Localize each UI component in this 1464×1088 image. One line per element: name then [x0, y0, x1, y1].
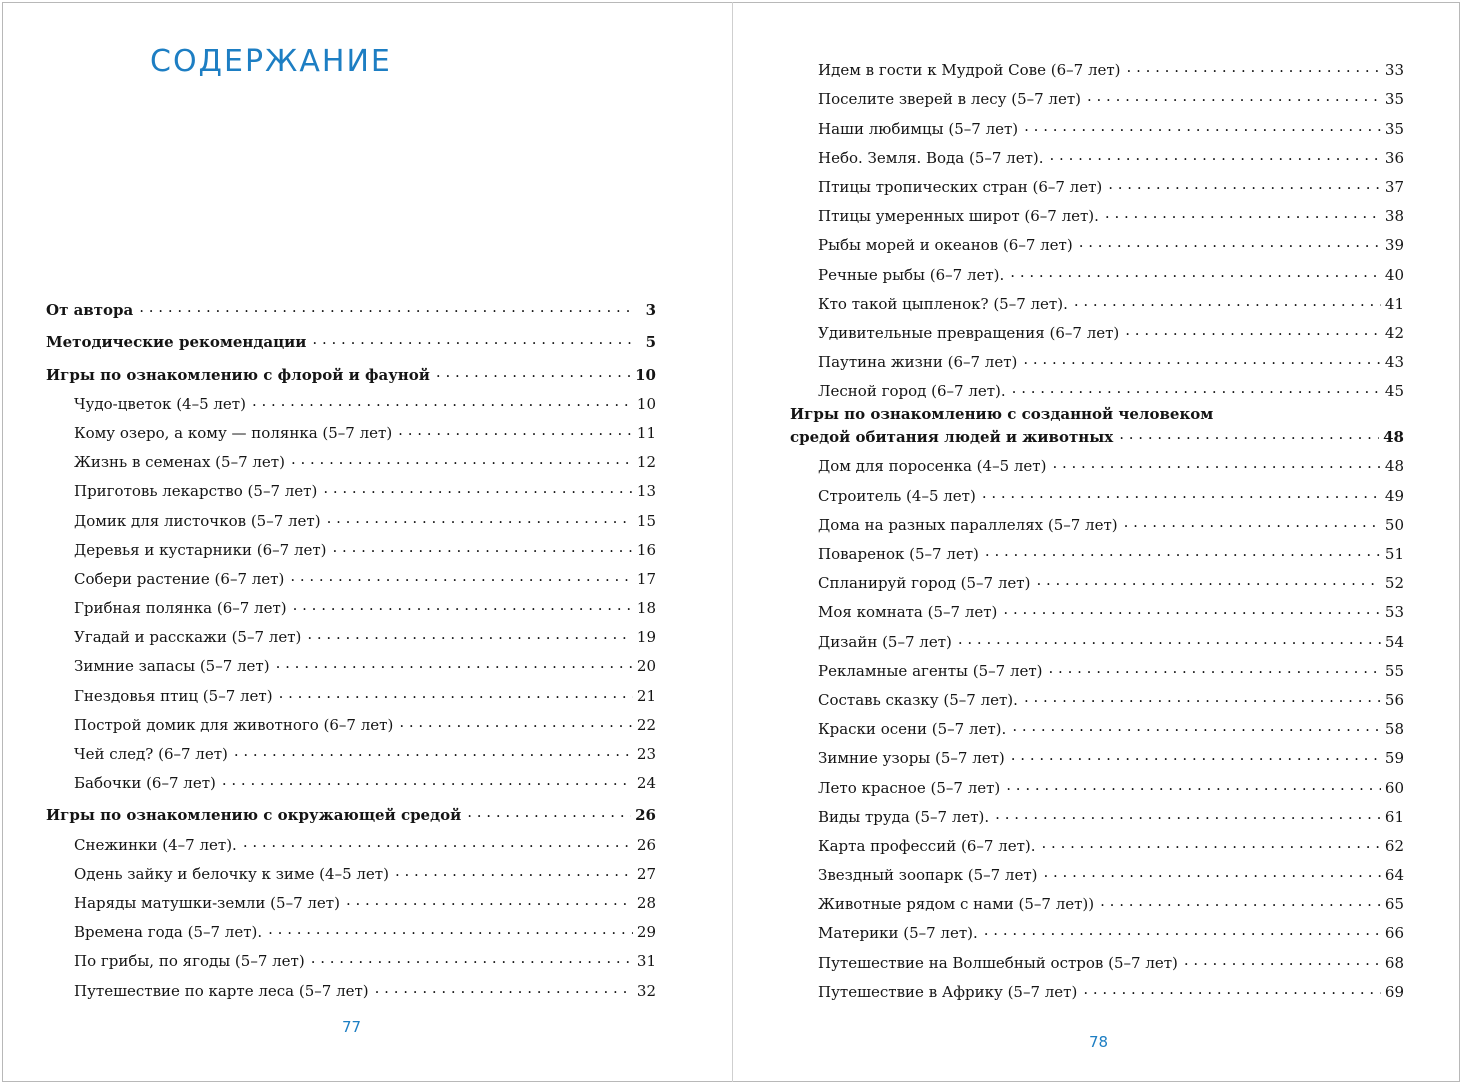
toc-entry-title: Дома на разных параллелях (5–7 лет) — [818, 515, 1118, 534]
toc-entry-title: Поваренок (5–7 лет) — [818, 545, 979, 563]
dot-leader — [1042, 834, 1381, 852]
toc-entry-title: Игры по ознакомлению с созданной человеком — [790, 405, 1214, 424]
toc-entry-title: Лето красное (5–7 лет) — [818, 778, 1001, 797]
toc-entry-title: Птицы умеренных широт (6–7 лет). — [818, 207, 1099, 226]
toc-entry[interactable] — [790, 446, 1404, 475]
toc-entry-title: Строитель (4–5 лет) — [818, 486, 976, 505]
toc-page-number: 53 — [1384, 603, 1404, 622]
toc-entry-title: Зимние запасы (5–7 лет) — [74, 657, 270, 676]
toc-entry[interactable] — [46, 588, 656, 617]
dot-leader — [1036, 571, 1380, 589]
toc-entry-title: Виды труда (5–7 лет). — [818, 807, 990, 826]
toc-entry[interactable] — [46, 734, 656, 763]
toc-entry-title: Наши любимцы (5–7 лет) — [818, 119, 1019, 138]
toc-entry[interactable] — [46, 384, 656, 413]
toc-page-number: 3 — [645, 301, 656, 320]
toc-page-number: 64 — [1384, 866, 1404, 885]
toc-section-entry[interactable] — [46, 319, 656, 351]
dot-leader — [1024, 688, 1381, 706]
toc-page-number: 21 — [636, 686, 656, 705]
toc-entry[interactable] — [790, 534, 1404, 563]
toc-entry-title: Идем в гости к Мудрой Сове (6–7 лет) — [818, 61, 1121, 80]
toc-entry[interactable] — [790, 196, 1404, 225]
dot-leader — [1052, 454, 1380, 472]
toc-entry-title: Зимние узоры (5–7 лет) — [818, 749, 1005, 768]
dot-leader — [1125, 321, 1381, 339]
page-number-right: 78 — [1089, 1033, 1109, 1051]
toc-entry-title: Времена года (5–7 лет). — [74, 923, 263, 942]
toc-entry-title: Дом для поросенка (4–5 лет) — [818, 457, 1047, 476]
dot-leader — [982, 484, 1381, 502]
toc-entry[interactable] — [790, 50, 1404, 79]
dot-leader — [984, 921, 1381, 939]
toc-entry-title: Деревья и кустарники (6–7 лет) — [74, 540, 327, 559]
toc-entry[interactable] — [790, 254, 1404, 283]
dot-leader — [276, 654, 633, 672]
toc-entry-title: Материки (5–7 лет). — [818, 924, 978, 943]
toc-entry[interactable] — [790, 826, 1404, 855]
toc-page-number: 37 — [1384, 177, 1404, 196]
toc-page-number: 51 — [1384, 545, 1404, 563]
toc-page-number: 36 — [1384, 148, 1404, 167]
toc-entry-title: Небо. Земля. Вода (5–7 лет). — [818, 148, 1044, 167]
toc-page-number: 61 — [1384, 807, 1404, 826]
toc-entry[interactable] — [790, 738, 1404, 767]
toc-page-number: 54 — [1384, 632, 1404, 651]
toc-entry-title: По грибы, по ягоды (5–7 лет) — [74, 952, 305, 971]
toc-entry-title: Собери растение (6–7 лет) — [74, 569, 285, 588]
toc-right-column — [790, 50, 1404, 1001]
dot-leader — [1184, 951, 1381, 969]
toc-entry-title: Снежинки (4–7 лет). — [74, 835, 237, 854]
toc-entry[interactable] — [790, 342, 1404, 371]
toc-entry-title: Животные рядом с нами (5–7 лет)) — [818, 895, 1095, 914]
toc-page-number: 50 — [1384, 515, 1404, 534]
dot-leader — [243, 833, 633, 851]
toc-entry[interactable] — [790, 225, 1404, 254]
dot-leader — [1011, 746, 1381, 764]
toc-entry[interactable] — [46, 530, 656, 559]
toc-page-number: 35 — [1384, 119, 1404, 138]
dot-leader — [252, 392, 633, 410]
dot-leader — [995, 805, 1381, 823]
toc-entry[interactable] — [46, 854, 656, 883]
toc-entry[interactable] — [790, 475, 1404, 504]
toc-entry-title: Птицы тропических стран (6–7 лет) — [818, 177, 1103, 196]
toc-entry[interactable] — [46, 941, 656, 970]
toc-entry-title: Звездный зоопарк (5–7 лет) — [818, 866, 1038, 885]
toc-page-number: 58 — [1384, 720, 1404, 739]
toc-entry-title: От автора — [46, 301, 134, 320]
toc-page-number: 33 — [1384, 61, 1404, 80]
toc-page-number: 52 — [1384, 574, 1404, 593]
toc-entry-title: Кто такой цыпленок? (5–7 лет). — [818, 294, 1068, 313]
toc-page-number: 59 — [1384, 749, 1404, 768]
toc-page-number: 40 — [1384, 265, 1404, 284]
toc-entry[interactable] — [790, 592, 1404, 621]
toc-entry[interactable] — [46, 617, 656, 646]
dot-leader — [1108, 175, 1381, 193]
toc-page-number: 41 — [1384, 294, 1404, 313]
toc-entry-title: Лесной город (6–7 лет). — [818, 382, 1006, 401]
dot-leader — [1023, 350, 1381, 368]
dot-leader — [467, 803, 631, 821]
toc-page-number: 10 — [635, 365, 656, 384]
toc-page-number: 42 — [1384, 323, 1404, 342]
toc-section-entry[interactable] — [46, 792, 656, 824]
toc-page-number: 31 — [636, 952, 656, 971]
dot-leader — [290, 567, 633, 585]
page-title: СОДЕРЖАНИЕ — [150, 44, 392, 79]
dot-leader — [1127, 58, 1381, 76]
toc-page-number: 35 — [1384, 90, 1404, 109]
toc-page-number: 17 — [636, 569, 656, 588]
toc-page-number: 23 — [636, 745, 656, 763]
dot-leader — [222, 771, 633, 789]
toc-page-number: 10 — [636, 394, 656, 413]
toc-entry[interactable] — [790, 371, 1404, 400]
toc-page-number: 68 — [1384, 953, 1404, 972]
toc-entry[interactable] — [46, 559, 656, 588]
toc-entry[interactable] — [790, 284, 1404, 313]
toc-entry[interactable] — [790, 855, 1404, 884]
dot-leader — [279, 684, 633, 702]
toc-entry-title: Поселите зверей в лесу (5–7 лет) — [818, 90, 1081, 109]
toc-entry-title: Чудо-цветок (4–5 лет) — [74, 394, 246, 413]
toc-page-number: 13 — [636, 482, 656, 501]
dot-leader — [1024, 117, 1381, 135]
dot-leader — [1119, 425, 1379, 443]
toc-page-number: 43 — [1384, 353, 1404, 372]
dot-leader — [1124, 513, 1381, 531]
toc-entry[interactable] — [790, 913, 1404, 942]
toc-page-number: 49 — [1384, 486, 1404, 505]
toc-entry[interactable] — [46, 912, 656, 941]
toc-page-number: 19 — [636, 628, 656, 647]
toc-page-number: 62 — [1384, 836, 1404, 855]
dot-leader — [333, 538, 633, 556]
toc-entry[interactable] — [46, 442, 656, 471]
dot-leader — [139, 298, 634, 316]
dot-leader — [399, 713, 633, 731]
toc-entry-title: Дизайн (5–7 лет) — [818, 632, 952, 651]
dot-leader — [1105, 204, 1381, 222]
toc-page-number: 60 — [1384, 778, 1404, 797]
dot-leader — [1083, 980, 1381, 998]
toc-entry-title: Рыбы морей и океанов (6–7 лет) — [818, 236, 1073, 255]
toc-entry[interactable] — [46, 646, 656, 675]
toc-page-number: 29 — [636, 923, 656, 942]
dot-leader — [395, 862, 633, 880]
toc-entry-title: Путешествие в Африку (5–7 лет) — [818, 982, 1078, 1001]
dot-leader — [1087, 87, 1381, 105]
toc-left-column — [46, 287, 656, 1000]
toc-entry-title: Кому озеро, а кому — полянка (5–7 лет) — [74, 423, 393, 442]
toc-entry[interactable] — [790, 884, 1404, 913]
toc-page-number: 65 — [1384, 895, 1404, 914]
toc-entry-title: Угадай и расскажи (5–7 лет) — [74, 628, 302, 647]
toc-page-number: 39 — [1384, 236, 1404, 255]
toc-page-number: 18 — [636, 599, 656, 618]
toc-entry-title: Паутина жизни (6–7 лет) — [818, 353, 1018, 372]
toc-entry[interactable] — [790, 680, 1404, 709]
toc-page-number: 32 — [636, 981, 656, 1000]
toc-entry-title: Составь сказку (5–7 лет). — [818, 690, 1018, 709]
toc-entry[interactable] — [790, 709, 1404, 738]
dot-leader — [268, 920, 633, 938]
page-number-left: 77 — [342, 1018, 362, 1036]
toc-page-number: 66 — [1384, 924, 1404, 943]
toc-page-number: 48 — [1383, 428, 1404, 447]
toc-entry-title: Построй домик для животного (6–7 лет) — [74, 715, 394, 734]
toc-page-number: 20 — [636, 657, 656, 676]
toc-section-entry[interactable] — [46, 351, 656, 383]
toc-entry-title: Краски осени (5–7 лет). — [818, 720, 1007, 739]
toc-page-number: 55 — [1384, 661, 1404, 680]
toc-section-heading[interactable] — [790, 400, 1404, 423]
toc-entry-title: Спланируй город (5–7 лет) — [818, 574, 1031, 593]
toc-entry[interactable] — [790, 167, 1404, 196]
dot-leader — [436, 363, 631, 381]
toc-entry[interactable] — [790, 108, 1404, 137]
toc-page-number: 16 — [636, 540, 656, 559]
dot-leader — [1010, 263, 1381, 281]
toc-entry[interactable] — [790, 651, 1404, 680]
toc-section-entry[interactable] — [46, 287, 656, 319]
toc-entry-title: Путешествие по карте леса (5–7 лет) — [74, 981, 369, 1000]
dot-leader — [958, 630, 1381, 648]
toc-entry-title: Бабочки (6–7 лет) — [74, 774, 216, 793]
toc-entry[interactable] — [46, 883, 656, 912]
toc-entry-title: Чей след? (6–7 лет) — [74, 745, 228, 763]
toc-section-entry[interactable] — [790, 423, 1404, 446]
toc-entry[interactable] — [790, 942, 1404, 971]
toc-entry-title: Грибная полянка (6–7 лет) — [74, 599, 287, 618]
dot-leader — [1079, 233, 1381, 251]
toc-entry-title: Наряды матушки-земли (5–7 лет) — [74, 893, 340, 912]
dot-leader — [346, 891, 633, 909]
toc-entry-title: Методические рекомендации — [46, 333, 307, 352]
dot-leader — [307, 625, 633, 643]
toc-page-number: 56 — [1384, 690, 1404, 709]
dot-leader — [323, 479, 633, 497]
toc-page-number: 28 — [636, 893, 656, 912]
toc-page-number: 69 — [1384, 982, 1404, 1001]
toc-entry-title: Карта профессий (6–7 лет). — [818, 836, 1036, 855]
toc-entry-title: Игры по ознакомлению с флорой и фауной — [46, 365, 430, 384]
toc-entry-title: Рекламные агенты (5–7 лет) — [818, 661, 1043, 680]
toc-entry-title: Игры по ознакомлению с окружающей средой — [46, 806, 462, 825]
dot-leader — [312, 330, 634, 348]
dot-leader — [1049, 659, 1381, 677]
toc-page-number: 26 — [636, 835, 656, 854]
toc-entry[interactable] — [46, 705, 656, 734]
toc-entry-title: Жизнь в семенах (5–7 лет) — [74, 453, 285, 472]
toc-entry[interactable] — [46, 824, 656, 853]
toc-entry[interactable] — [46, 413, 656, 442]
dot-leader — [1003, 600, 1380, 618]
dot-leader — [398, 421, 633, 439]
toc-entry[interactable] — [46, 675, 656, 704]
dot-leader — [293, 596, 633, 614]
toc-entry-title: Домик для листочков (5–7 лет) — [74, 511, 321, 530]
toc-entry[interactable] — [790, 138, 1404, 167]
toc-entry[interactable] — [790, 621, 1404, 650]
dot-leader — [985, 542, 1381, 560]
toc-entry[interactable] — [46, 970, 656, 999]
toc-entry-title: Удивительные превращения (6–7 лет) — [818, 323, 1120, 342]
toc-page-number: 48 — [1384, 457, 1404, 476]
toc-page-number: 24 — [636, 774, 656, 793]
dot-leader — [311, 949, 633, 967]
toc-page-number: 12 — [636, 453, 656, 472]
dot-leader — [1050, 146, 1381, 164]
toc-entry[interactable] — [790, 797, 1404, 826]
dot-leader — [1006, 776, 1381, 794]
toc-entry-title: Моя комната (5–7 лет) — [818, 603, 998, 622]
dot-leader — [375, 979, 633, 997]
toc-page-number: 27 — [636, 864, 656, 883]
toc-entry-title: Путешествие на Волшебный остров (5–7 лет) — [818, 953, 1178, 972]
dot-leader — [1012, 717, 1381, 735]
toc-page-number: 11 — [636, 423, 656, 442]
dot-leader — [1074, 292, 1381, 310]
dot-leader — [1012, 379, 1381, 397]
toc-entry-title: Речные рыбы (6–7 лет). — [818, 265, 1005, 284]
dot-leader — [291, 450, 633, 468]
toc-page-number: 26 — [635, 806, 656, 825]
toc-entry[interactable] — [790, 79, 1404, 108]
toc-entry-title: Одень зайку и белочку к зиме (4–5 лет) — [74, 864, 389, 883]
toc-page-number: 38 — [1384, 207, 1404, 226]
toc-entry[interactable] — [790, 563, 1404, 592]
dot-leader — [234, 742, 633, 760]
toc-page-number: 22 — [636, 715, 656, 734]
toc-entry-title: Приготовь лекарство (5–7 лет) — [74, 482, 318, 501]
dot-leader — [1100, 892, 1381, 910]
toc-entry[interactable] — [46, 471, 656, 500]
toc-entry[interactable] — [790, 313, 1404, 342]
toc-entry[interactable] — [790, 505, 1404, 534]
toc-entry[interactable] — [790, 767, 1404, 796]
toc-page-number: 15 — [636, 511, 656, 530]
toc-page-number: 5 — [645, 333, 656, 352]
dot-leader — [327, 509, 633, 527]
toc-entry[interactable] — [46, 763, 656, 792]
book-gutter — [732, 2, 733, 1082]
toc-entry[interactable] — [790, 972, 1404, 1001]
toc-entry-title: Гнездовья птиц (5–7 лет) — [74, 686, 273, 705]
toc-entry-title: средой обитания людей и животных — [790, 428, 1114, 447]
toc-entry[interactable] — [46, 500, 656, 529]
toc-page-number: 45 — [1384, 382, 1404, 401]
dot-leader — [1043, 863, 1380, 881]
